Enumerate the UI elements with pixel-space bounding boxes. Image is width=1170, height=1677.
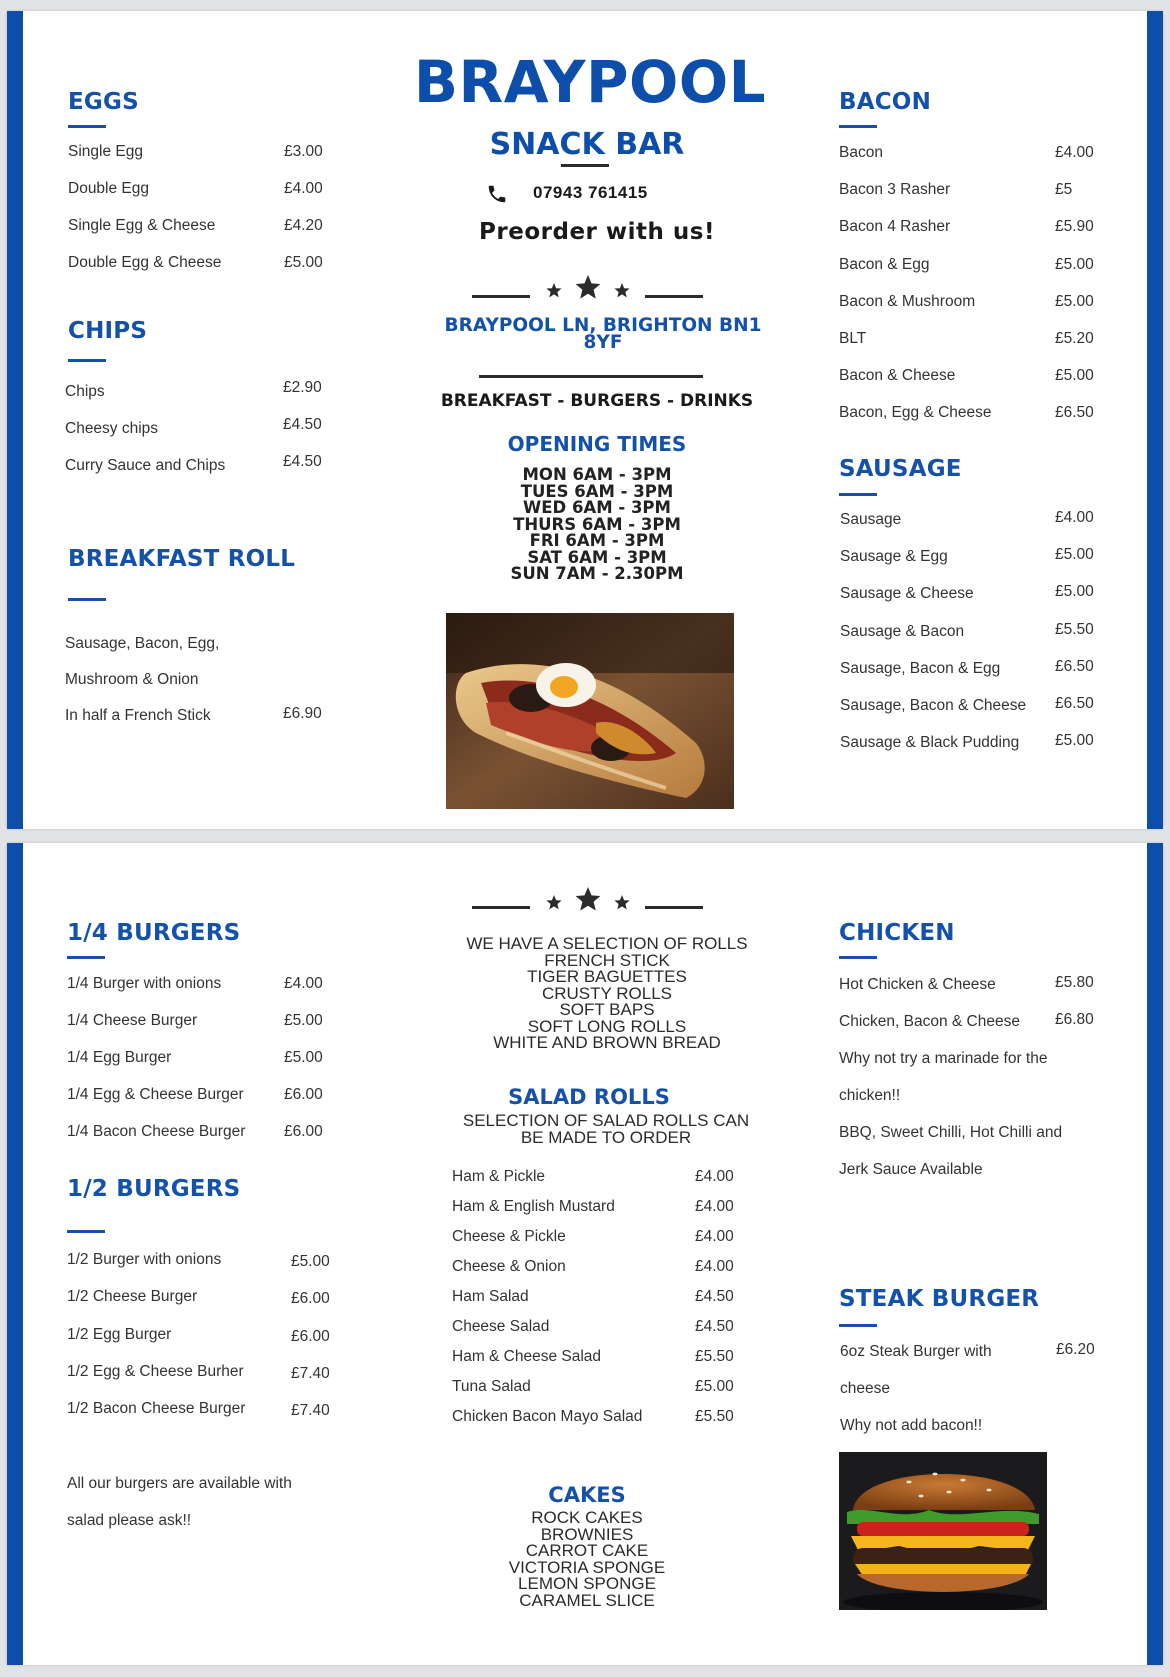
item-name: Curry Sauce and Chips: [65, 457, 226, 474]
tagline: BREAKFAST - BURGERS - DRINKS: [440, 391, 754, 411]
chicken-note-line-4: Jerk Sauce Available: [839, 1161, 983, 1178]
item-name: 1/4 Bacon Cheese Burger: [67, 1123, 246, 1140]
menu-item: [65, 455, 335, 492]
opening-hours-row: MON 6AM - 3PM: [522, 465, 672, 484]
item-name: Hot Chicken & Cheese: [839, 976, 996, 993]
item-price: £6.50: [1055, 694, 1094, 712]
bacon-heading: BACON: [839, 89, 932, 115]
stars-divider: [542, 885, 634, 915]
item-price: £5.00: [291, 1253, 330, 1270]
item-price: £6.00: [291, 1290, 330, 1308]
item-price: £6.00: [291, 1327, 330, 1345]
item-name: Cheesy chips: [65, 420, 159, 437]
cakes-list: [457, 1510, 717, 1609]
item-name: Chicken Bacon Mayo Salad: [452, 1408, 643, 1425]
item-name: Sausage & Bacon: [840, 622, 965, 640]
menu-item: [839, 293, 1109, 330]
item-name: Tuna Salad: [452, 1378, 531, 1395]
item-name: Bacon & Egg: [839, 255, 930, 273]
cake-item: CARAMEL SLICE: [519, 1590, 655, 1610]
menu-item: [452, 1408, 752, 1438]
item-price: £4.50: [283, 416, 322, 433]
steak-burger-note: Why not add bacon!!: [840, 1417, 983, 1434]
item-price: £4.50: [283, 453, 322, 470]
item-price: £4.00: [1055, 144, 1094, 161]
item-name: Cheese & Onion: [452, 1258, 566, 1275]
quarter-burgers-underline: [67, 956, 105, 959]
menu-item: [68, 217, 328, 254]
chicken-heading: CHICKEN: [839, 920, 955, 946]
star-icon: [614, 895, 629, 909]
item-price: £5.00: [1055, 583, 1094, 601]
steak-burger-line-2: cheese: [840, 1380, 890, 1397]
menu-item: [452, 1318, 752, 1348]
item-name: Bacon, Egg & Cheese: [839, 404, 992, 422]
sausage-list: [840, 511, 1110, 771]
item-name: Bacon: [839, 144, 883, 161]
item-price: £6.00: [284, 1123, 323, 1140]
phone-icon: [486, 183, 516, 207]
item-price: £4.50: [695, 1318, 734, 1335]
item-price: £4.20: [284, 217, 323, 234]
item-price: £5.80: [1055, 974, 1094, 991]
item-name: Bacon & Mushroom: [839, 292, 976, 310]
item-price: £4.50: [695, 1288, 734, 1305]
opening-hours-list: [447, 467, 747, 583]
item-name: Bacon 3 Rasher: [839, 181, 951, 199]
half-burgers-heading: 1/2 BURGERS: [67, 1176, 241, 1202]
menu-item: [840, 511, 1110, 548]
item-name: Ham & English Mustard: [452, 1198, 615, 1215]
item-price: £4.00: [695, 1168, 734, 1185]
cake-item: BROWNIES: [540, 1524, 634, 1544]
menu-item: [840, 548, 1110, 585]
item-name: BLT: [839, 329, 867, 347]
star-icon: [546, 283, 561, 297]
item-name: Chicken, Bacon & Cheese: [839, 1013, 1020, 1030]
rolls-intro: WE HAVE A SELECTION OF ROLLS: [466, 934, 748, 953]
menu-item: [68, 143, 328, 180]
menu-item: [839, 256, 1109, 293]
breakfast-roll-line-2: Mushroom & Onion: [65, 671, 199, 688]
item-price: £5.20: [1055, 329, 1094, 347]
item-price: £5.50: [1055, 620, 1094, 638]
subtitle-underline: [561, 164, 609, 167]
steak-burger-heading: STEAK BURGER: [839, 1286, 1040, 1312]
star-icon: [576, 887, 601, 911]
steak-burger-price: £6.20: [1056, 1341, 1095, 1358]
breakfast-roll-price: £6.90: [283, 705, 322, 722]
item-name: 1/4 Egg & Cheese Burger: [67, 1086, 244, 1103]
item-name: Bacon 4 Rasher: [839, 218, 951, 236]
opening-hours-row: SAT 6AM - 3PM: [527, 547, 667, 567]
item-price: £6.50: [1055, 657, 1094, 675]
menu-item: [67, 1123, 337, 1160]
menu-item: [67, 1012, 337, 1049]
chicken-list: [839, 976, 1109, 1050]
menu-item: [67, 1288, 347, 1325]
divider-line-right: [645, 906, 703, 909]
brand-subtitle: SNACK BAR: [489, 127, 685, 162]
item-price: £5.00: [695, 1378, 734, 1395]
menu-item: [840, 734, 1110, 771]
item-price: £4.00: [695, 1198, 734, 1215]
steak-burger-line-1: 6oz Steak Burger with: [840, 1343, 992, 1360]
right-blue-border: [1147, 843, 1163, 1665]
item-name: 1/4 Egg Burger: [67, 1049, 172, 1066]
divider-line-left: [472, 906, 530, 909]
salad-rolls-subtitle-line-2: BE MADE TO ORDER: [520, 1127, 692, 1147]
brand-title: BRAYPOOL: [413, 48, 767, 116]
divider-line-right: [645, 295, 703, 298]
item-price: £5.00: [1055, 367, 1094, 385]
opening-hours-row: WED 6AM - 3PM: [523, 498, 671, 517]
salad-rolls-list: [452, 1168, 752, 1438]
opening-hours-row: FRI 6AM - 3PM: [529, 531, 665, 550]
item-name: 1/2 Egg Burger: [67, 1325, 172, 1343]
menu-item: [452, 1378, 752, 1408]
item-name: Ham & Pickle: [452, 1168, 546, 1185]
item-price: £5.00: [1055, 546, 1094, 564]
menu-item: [67, 1326, 347, 1363]
item-price: £5.00: [1055, 292, 1094, 310]
menu-item: [840, 657, 1110, 697]
breakfast-roll-underline: [68, 598, 106, 601]
item-price: £5.00: [1055, 255, 1094, 273]
item-price: £5.90: [1055, 218, 1094, 236]
menu-item: [67, 975, 337, 1012]
opening-hours-row: SUN 7AM - 2.30PM: [510, 564, 684, 583]
menu-item: [452, 1198, 752, 1228]
preorder-text: Preorder with us!: [479, 219, 715, 245]
menu-item: [68, 254, 328, 291]
item-name: Single Egg: [68, 143, 143, 160]
breakfast-roll-heading: BREAKFAST ROLL: [68, 546, 296, 572]
chicken-underline: [839, 956, 877, 959]
left-blue-border: [7, 11, 23, 829]
salad-rolls-subtitle: [427, 1113, 785, 1146]
item-price: £5: [1055, 181, 1073, 199]
menu-item: [67, 1251, 347, 1288]
cakes-heading: CAKES: [548, 1483, 626, 1507]
item-name: Cheese & Pickle: [452, 1228, 566, 1245]
burger-salad-note-line-1: All our burgers are available with: [67, 1475, 292, 1492]
menu-item: [452, 1228, 752, 1258]
menu-item: [67, 1086, 337, 1123]
tagline-divider: [479, 375, 703, 378]
item-name: Sausage, Bacon & Egg: [840, 659, 1001, 677]
roll-type: TIGER BAGUETTES: [527, 967, 687, 986]
item-price: £5.00: [1055, 732, 1094, 750]
star-icon: [576, 275, 601, 299]
roll-type: SOFT LONG ROLLS: [527, 1016, 687, 1036]
stars-divider: [542, 273, 634, 303]
chips-list: [65, 381, 335, 492]
cake-item: VICTORIA SPONGE: [508, 1557, 666, 1577]
menu-item: [840, 694, 1110, 734]
breakfast-roll-photo: [446, 613, 734, 809]
menu-item: [67, 1400, 347, 1437]
item-name: Bacon & Cheese: [839, 367, 956, 385]
steak-burger-underline: [839, 1324, 877, 1327]
item-name: Chips: [65, 383, 105, 400]
item-name: Sausage: [840, 511, 902, 528]
divider-line-left: [472, 295, 530, 298]
bacon-list: [839, 144, 1109, 442]
menu-item: [839, 976, 1109, 1013]
chicken-note-line-2: chicken!!: [839, 1087, 901, 1104]
item-name: Double Egg & Cheese: [68, 254, 222, 271]
menu-item: [839, 1013, 1109, 1050]
menu-item: [840, 620, 1110, 660]
menu-item: [65, 381, 335, 418]
quarter-burgers-list: [67, 975, 337, 1160]
cake-item: LEMON SPONGE: [518, 1574, 656, 1593]
sausage-underline: [839, 493, 877, 496]
item-price: £3.00: [284, 143, 323, 160]
menu-item: [839, 181, 1109, 218]
item-price: £4.00: [1055, 509, 1094, 526]
item-name: Cheese Salad: [452, 1318, 550, 1335]
salad-rolls-subtitle-line-1: SELECTION OF SALAD ROLLS CAN: [462, 1111, 750, 1130]
item-name: Sausage & Black Pudding: [840, 734, 1020, 752]
item-name: Single Egg & Cheese: [68, 217, 216, 234]
roll-type: WHITE AND BROWN BREAD: [493, 1033, 721, 1052]
item-name: 1/2 Bacon Cheese Burger: [67, 1400, 246, 1418]
item-price: £5.00: [284, 254, 323, 271]
eggs-heading: EGGS: [68, 89, 139, 115]
item-name: 1/2 Egg & Cheese Burher: [67, 1362, 244, 1380]
menu-item: [839, 404, 1109, 441]
half-burgers-underline: [67, 1230, 105, 1233]
chicken-note-line-3: BBQ, Sweet Chilli, Hot Chilli and: [839, 1124, 1063, 1141]
item-price: £4.00: [284, 180, 323, 197]
chips-underline: [68, 359, 106, 362]
menu-panel-top: [7, 11, 1163, 829]
menu-item: [452, 1168, 752, 1198]
item-price: £7.40: [291, 1402, 330, 1420]
roll-type: FRENCH STICK: [544, 950, 670, 970]
bacon-underline: [839, 125, 877, 128]
item-name: Sausage, Bacon & Cheese: [840, 696, 1027, 714]
item-name: 1/4 Cheese Burger: [67, 1012, 198, 1029]
menu-item: [839, 367, 1109, 404]
item-price: £2.90: [283, 379, 322, 396]
right-blue-border: [1147, 11, 1163, 829]
roll-type: CRUSTY ROLLS: [541, 983, 673, 1003]
item-price: £6.00: [284, 1086, 323, 1103]
item-price: £5.50: [695, 1408, 734, 1425]
salad-rolls-heading: SALAD ROLLS: [508, 1085, 670, 1109]
quarter-burgers-heading: 1/4 BURGERS: [67, 920, 241, 946]
item-price: £5.50: [695, 1348, 734, 1365]
item-name: 1/4 Burger with onions: [67, 975, 222, 992]
opening-hours-row: THURS 6AM - 3PM: [513, 514, 681, 534]
menu-item: [452, 1258, 752, 1288]
item-price: £4.00: [695, 1258, 734, 1275]
sausage-heading: SAUSAGE: [839, 456, 962, 482]
item-price: £4.00: [284, 975, 323, 992]
item-price: £7.40: [291, 1364, 330, 1382]
menu-panel-bottom: [7, 843, 1163, 1665]
eggs-underline: [68, 125, 106, 128]
cake-item: CARROT CAKE: [525, 1541, 649, 1560]
eggs-list: [68, 143, 328, 291]
item-name: Sausage & Cheese: [840, 585, 974, 603]
star-icon: [614, 283, 629, 297]
menu-item: [839, 144, 1109, 181]
menu-item: [67, 1049, 337, 1086]
steak-burger-photo: [839, 1452, 1047, 1610]
item-price: £5.00: [284, 1012, 323, 1029]
menu-item: [65, 418, 335, 455]
phone-number: 07943 761415: [533, 183, 648, 202]
address-line-2: 8YF: [583, 332, 623, 353]
breakfast-roll-line-3: In half a French Stick: [65, 707, 211, 724]
address-line-1: BRAYPOOL LN, BRIGHTON BN1: [444, 315, 762, 336]
item-name: Double Egg: [68, 180, 150, 197]
menu-item: [67, 1363, 347, 1400]
cake-item: ROCK CAKES: [531, 1508, 643, 1527]
roll-type: SOFT BAPS: [559, 1000, 655, 1019]
chips-heading: CHIPS: [68, 318, 148, 344]
item-name: Ham Salad: [452, 1288, 529, 1305]
item-price: £5.00: [284, 1049, 323, 1066]
star-icon: [546, 895, 561, 909]
item-name: Ham & Cheese Salad: [452, 1348, 602, 1365]
menu-item: [452, 1348, 752, 1378]
opening-times-heading: OPENING TIMES: [507, 432, 687, 456]
opening-hours-row: TUES 6AM - 3PM: [520, 481, 674, 501]
half-burgers-list: [67, 1251, 347, 1437]
rolls-selection: [427, 936, 787, 1052]
address: [427, 317, 779, 351]
menu-item: [452, 1288, 752, 1318]
chicken-note-line-1: Why not try a marinade for the: [839, 1050, 1048, 1067]
breakfast-roll-line-1: Sausage, Bacon, Egg,: [65, 635, 220, 652]
item-name: 1/2 Burger with onions: [67, 1251, 222, 1268]
menu-item: [840, 585, 1110, 622]
item-name: Sausage & Egg: [840, 548, 948, 566]
item-price: £6.50: [1055, 404, 1094, 422]
burger-salad-note-line-2: salad please ask!!: [67, 1512, 192, 1529]
item-price: £6.80: [1055, 1011, 1094, 1028]
menu-item: [68, 180, 328, 217]
item-name: 1/2 Cheese Burger: [67, 1288, 198, 1306]
menu-item: [839, 330, 1109, 367]
menu-item: [839, 218, 1109, 255]
item-price: £4.00: [695, 1228, 734, 1245]
left-blue-border: [7, 843, 23, 1665]
